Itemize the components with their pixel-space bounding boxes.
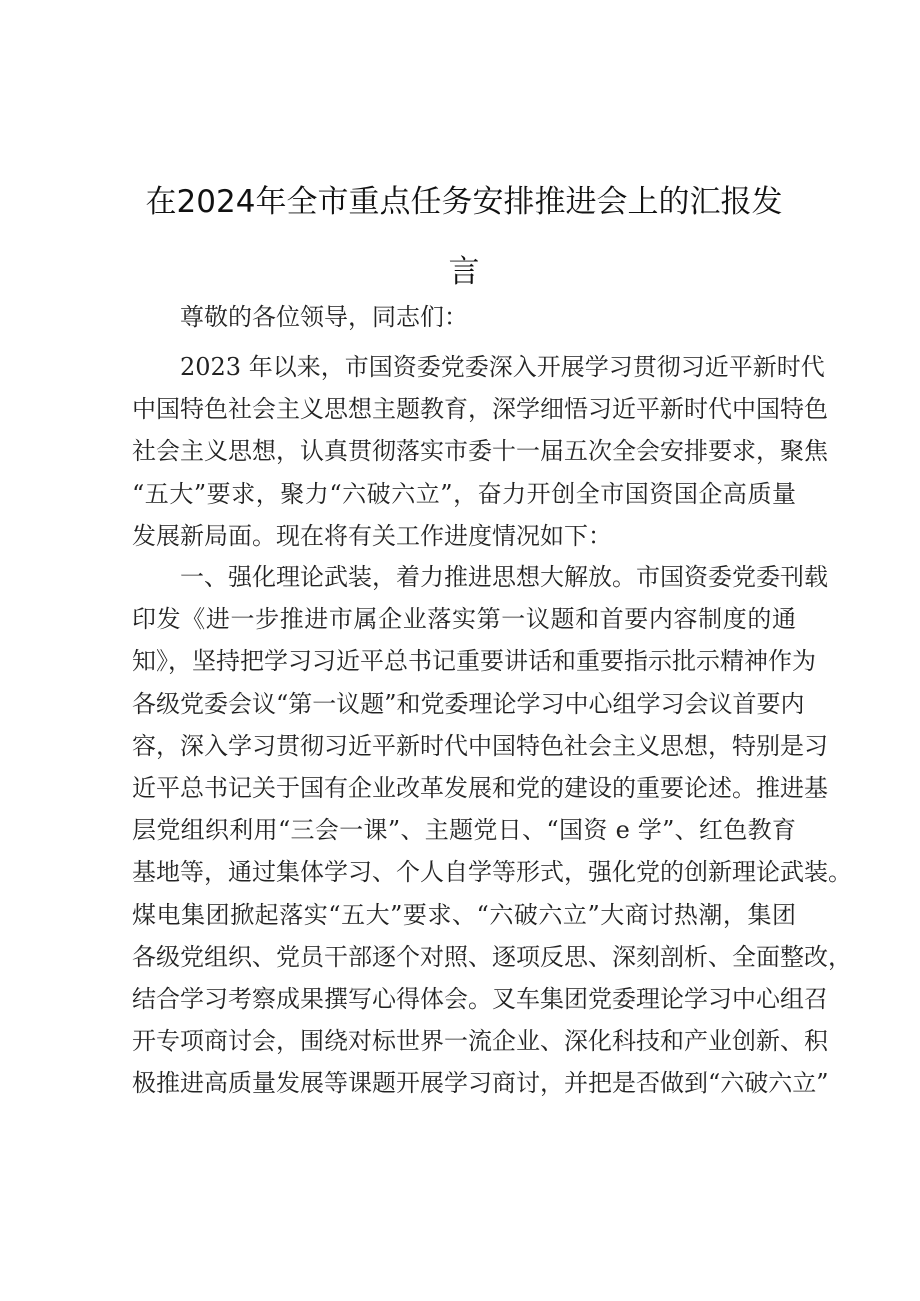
paragraph-line: 2023 年以来，市国资委党委深入开展学习贯彻习近平新时代 [180, 353, 825, 381]
paragraph-line: 基地等，通过集体学习、个人自学等形式，强化党的创新理论武装。 [132, 858, 852, 887]
paragraph-line: 各级党委会议“第一议题”和党委理论学习中心组学习会议首要内 [132, 689, 805, 718]
paragraph-line: 发展新局面。现在将有关工作进度情况如下： [132, 521, 612, 550]
paragraph-line: 各级党组织、党员干部逐个对照、逐项反思、深刻剖析、全面整改， [132, 942, 852, 971]
paragraph-line: 层党组织利用“三会一课”、主题党日、“国资 e 学”、红色教育 [132, 816, 796, 845]
paragraph-line: 一、强化理论武装，着力推进思想大解放。市国资委党委刊载 [180, 563, 828, 591]
paragraph-1 [132, 346, 828, 557]
paragraph-line: 极推进高质量发展等课题开展学习商讨，并把是否做到“六破六立” [132, 1069, 829, 1098]
paragraph-line: 社会主义思想，认真贯彻落实市委十一届五次全会安排要求，聚焦 [132, 437, 828, 466]
paragraph-line: 结合学习考察成果撰写心得体会。叉车集团党委理论学习中心组召 [132, 984, 828, 1013]
paragraph-line: 容，深入学习贯彻习近平新时代中国特色社会主义思想，特别是习 [132, 731, 828, 760]
document-title-line-1: 在2024年全市重点任务安排推进会上的汇报发 [145, 184, 783, 220]
paragraph-line: 煤电集团掀起落实“五大”要求、“六破六立”大商讨热潮，集团 [132, 900, 796, 929]
paragraph-line: 近平总书记关于国有企业改革发展和党的建设的重要论述。推进基 [132, 773, 828, 802]
paragraph-line: 印发《进一步推进市属企业落实第一议题和首要内容制度的通 [132, 605, 796, 634]
document-title-line-2: 言 [448, 254, 480, 290]
paragraph-line: 开专项商讨会，围绕对标世界一流企业、深化科技和产业创新、积 [132, 1027, 828, 1056]
paragraph-line: 中国特色社会主义思想主题教育，深学细悟习近平新时代中国特色 [132, 395, 828, 424]
paragraph-line: 知》，坚持把学习习近平总书记重要讲话和重要指示批示精神作为 [132, 647, 816, 676]
greeting: 尊敬的各位领导，同志们： [180, 303, 468, 331]
paragraph-line: “五大”要求，聚力“六破六立”，奋力开创全市国资国企高质量 [132, 479, 796, 508]
paragraph-2 [132, 556, 852, 1104]
